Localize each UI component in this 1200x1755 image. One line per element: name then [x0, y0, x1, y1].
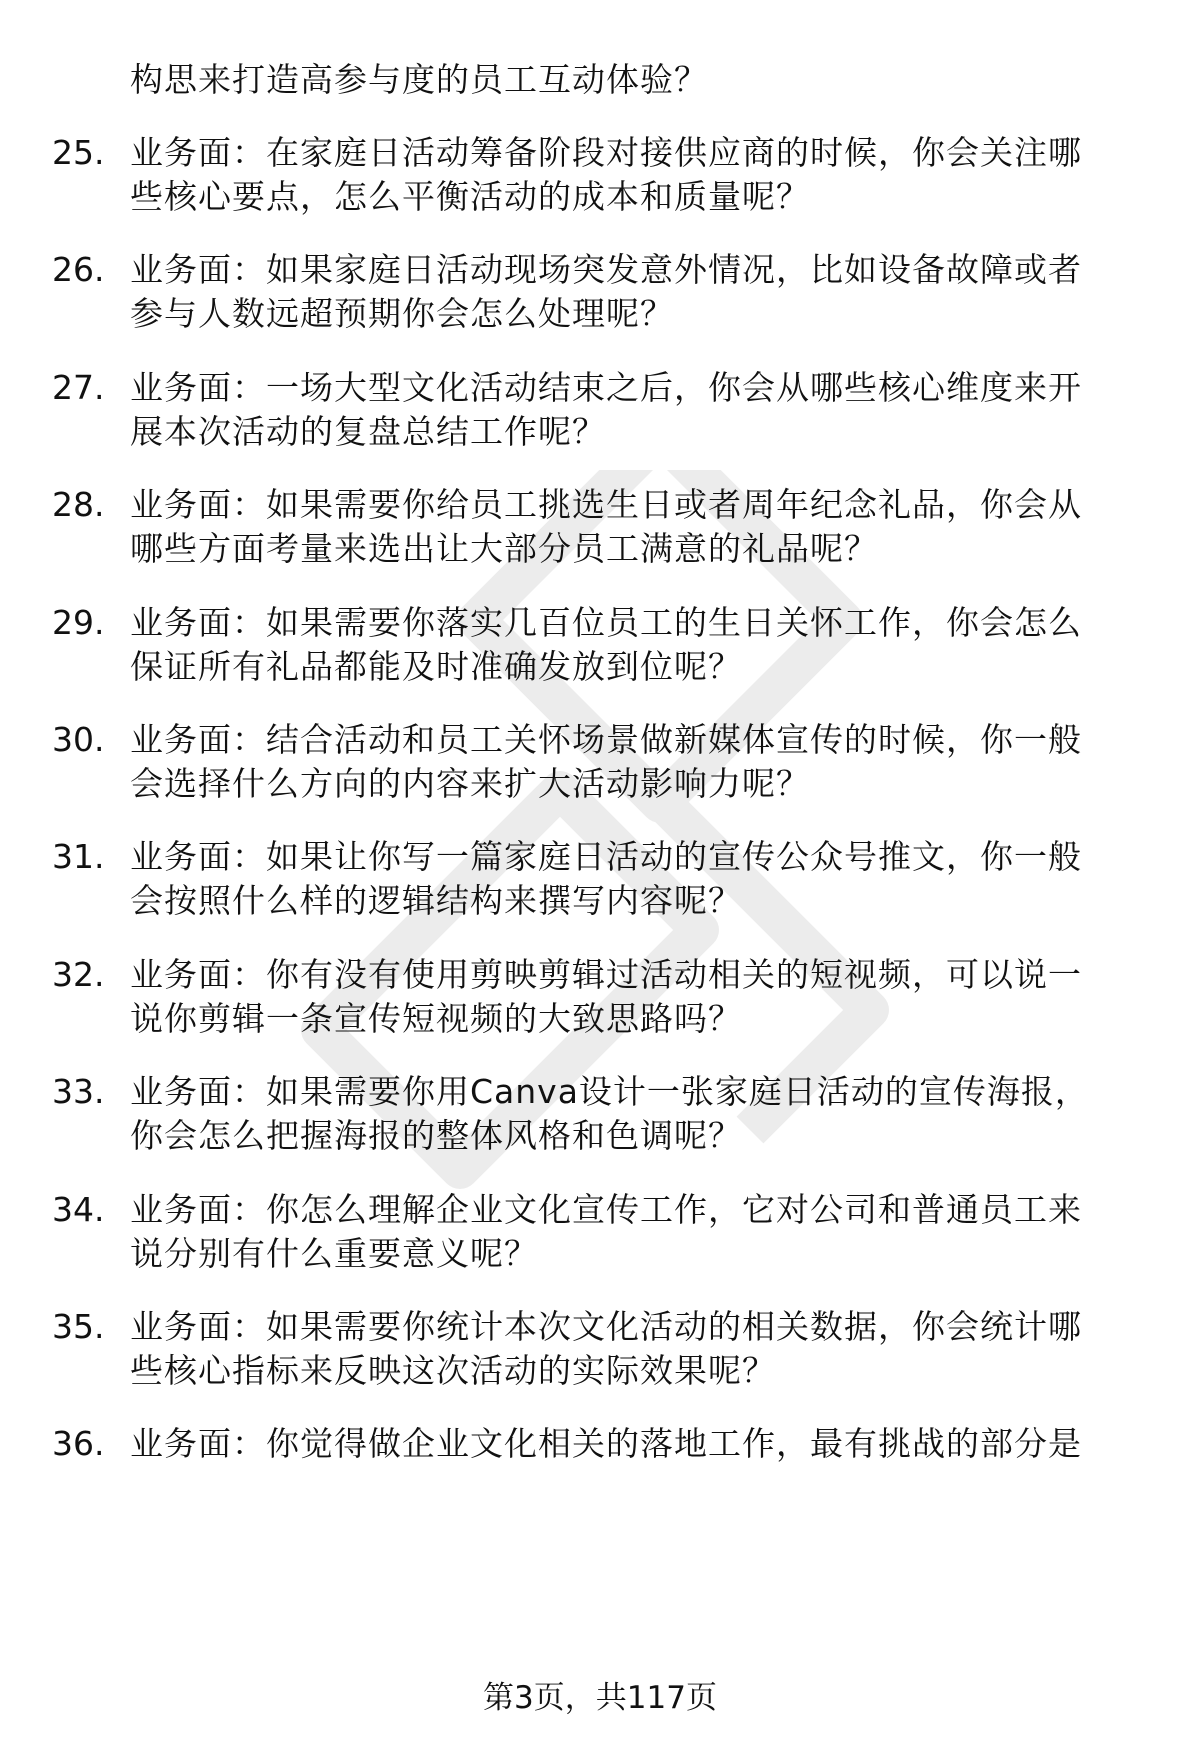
page-footer: 第3页，共117页	[483, 1680, 717, 1716]
continuation-line: 构思来打造高参与度的员工互动体验？	[130, 60, 708, 99]
question-text-line1: 业务面：如果让你写一篇家庭日活动的宣传公众号推文，你一般	[130, 837, 1082, 876]
question-number: 35.	[52, 1307, 105, 1346]
question-text-line2: 保证所有礼品都能及时准确发放到位呢？	[130, 647, 742, 686]
question-text-line2: 会按照什么样的逻辑结构来撰写内容呢？	[130, 881, 742, 920]
question-number: 25.	[52, 133, 105, 172]
question-text-line1: 业务面：如果家庭日活动现场突发意外情况，比如设备故障或者	[130, 250, 1082, 289]
question-text-line2: 参与人数远超预期你会怎么处理呢？	[130, 294, 674, 333]
question-text-line1: 业务面：如果需要你用Canva设计一张家庭日活动的宣传海报，	[130, 1072, 1089, 1111]
question-text-line2: 些核心指标来反映这次活动的实际效果呢？	[130, 1351, 776, 1390]
question-text-line1: 业务面：一场大型文化活动结束之后，你会从哪些核心维度来开	[130, 368, 1082, 407]
question-number: 33.	[52, 1072, 105, 1111]
question-number: 27.	[52, 368, 105, 407]
question-number: 31.	[52, 837, 105, 876]
question-text-line1: 业务面：结合活动和员工关怀场景做新媒体宣传的时候，你一般	[130, 720, 1082, 759]
question-text-line2: 哪些方面考量来选出让大部分员工满意的礼品呢？	[130, 529, 878, 568]
question-text-line2: 展本次活动的复盘总结工作呢？	[130, 412, 606, 451]
question-number: 26.	[52, 250, 105, 289]
question-number: 32.	[52, 955, 105, 994]
question-text-line1: 业务面：你觉得做企业文化相关的落地工作，最有挑战的部分是	[130, 1424, 1082, 1463]
question-number: 36.	[52, 1424, 105, 1463]
question-number: 29.	[52, 603, 105, 642]
question-number: 30.	[52, 720, 105, 759]
question-text-line1: 业务面：在家庭日活动筹备阶段对接供应商的时候，你会关注哪	[130, 133, 1082, 172]
question-text-line1: 业务面：你怎么理解企业文化宣传工作，它对公司和普通员工来	[130, 1190, 1082, 1229]
question-text-line2: 会选择什么方向的内容来扩大活动影响力呢？	[130, 764, 810, 803]
question-text-line2: 说分别有什么重要意义呢？	[130, 1234, 538, 1273]
question-text-line2: 说你剪辑一条宣传短视频的大致思路吗？	[130, 999, 742, 1038]
question-text-line1: 业务面：如果需要你统计本次文化活动的相关数据，你会统计哪	[130, 1307, 1082, 1346]
question-text-line1: 业务面：如果需要你落实几百位员工的生日关怀工作，你会怎么	[130, 603, 1082, 642]
question-text-line2: 些核心要点，怎么平衡活动的成本和质量呢？	[130, 177, 810, 216]
question-text-line1: 业务面：如果需要你给员工挑选生日或者周年纪念礼品，你会从	[130, 485, 1082, 524]
question-text-line1: 业务面：你有没有使用剪映剪辑过活动相关的短视频，可以说一	[130, 955, 1082, 994]
question-number: 28.	[52, 485, 105, 524]
question-text-line2: 你会怎么把握海报的整体风格和色调呢？	[130, 1116, 742, 1155]
question-number: 34.	[52, 1190, 105, 1229]
